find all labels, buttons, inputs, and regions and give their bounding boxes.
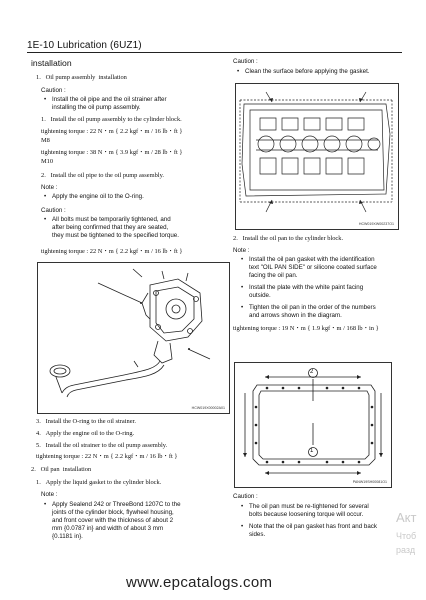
- cylinder-block-illustration: [236, 84, 398, 229]
- note-3-line: text "OIL PAN SIDE" or silicone coated surface: [249, 264, 377, 271]
- substep-1-5: 5. Install the oil strainer to the oil pump assembly.: [36, 442, 168, 449]
- caution-2-line: they must be tightened to the specified torque.: [52, 232, 179, 239]
- note-3-item-3: [241, 304, 409, 320]
- note-3-line: and arrows shown in the diagram.: [249, 312, 342, 319]
- note-2-line: mm {0.0787 in} and width of about 3 mm: [52, 525, 164, 532]
- torque-spec-5: tightening torque : 19 N・m { 1.9 kgf・m / 168 lb・in }: [233, 325, 379, 332]
- oil-pan-sequence-diagram: [235, 363, 391, 487]
- bullet-mark: •: [44, 96, 47, 103]
- header-rule: [27, 52, 402, 53]
- substep-1-2: 2. Install the oil pipe to the oil pump assembly.: [41, 172, 164, 179]
- note-3-line: facing the oil pan.: [249, 272, 298, 279]
- note-2-line: Apply Sealend 242 or ThreeBond 1207C to the: [52, 501, 181, 508]
- caution-4-line: The oil pan must be re-tightened for several: [249, 503, 369, 510]
- step-1-heading: 1. Oil pump assembly installation: [36, 74, 127, 81]
- note-2-line: and front cover with the thickness of about 2: [52, 517, 174, 524]
- step-2-heading: 2. Oil pan installation: [31, 466, 92, 473]
- section-title: installation: [31, 58, 72, 68]
- note-2-item: [44, 501, 222, 541]
- caution-3-item: [237, 68, 405, 76]
- caution-label-4: Caution :: [233, 493, 258, 500]
- note-1-line: Apply the engine oil to the O-ring.: [52, 193, 144, 200]
- caution-2-item: [44, 216, 227, 240]
- bullet-mark: •: [241, 523, 244, 530]
- substep-1-3: 3. Install the O-ring to the oil strainer.: [36, 418, 136, 425]
- header-title: Lubrication (6UZ1): [57, 40, 142, 51]
- bullet-mark: •: [241, 256, 244, 263]
- sequence-label-2: 2: [310, 369, 314, 375]
- substep-2-2: 2. Install the oil pan to the cylinder block.: [233, 235, 344, 242]
- note-3-line: Install the plate with the white paint facing: [249, 284, 364, 291]
- note-1-item: [44, 193, 222, 201]
- substep-2-1: 1. Apply the liquid gasket to the cylinder block.: [36, 479, 162, 486]
- torque-spec-3: tightening torque : 22 N・m { 2.2 kgf・m / 16 lb・ft }: [41, 248, 183, 255]
- footer-url: www.epcatalogs.com: [126, 574, 273, 591]
- header-section-number: 1E-10: [27, 40, 55, 51]
- bolt-size-m10: M10: [41, 158, 54, 165]
- caution-1-line: Install the oil pipe and the oil strainer after: [52, 96, 167, 103]
- caution-4-line: Note that the oil pan gasket has front and back: [249, 523, 377, 530]
- note-label-1: Note :: [41, 184, 58, 191]
- caution-label-2: Caution :: [41, 207, 66, 214]
- bullet-mark: •: [44, 501, 47, 508]
- note-2-line: joints of the cylinder block, flywheel housing,: [52, 509, 174, 516]
- watermark-line-1: Акт: [396, 510, 417, 525]
- figure-oil-pan-sequence: [234, 362, 392, 488]
- caution-label-3: Caution :: [233, 58, 258, 65]
- sequence-label-1: 1: [310, 448, 314, 454]
- caution-2-line: after being confirmed that they are seated,: [52, 224, 169, 231]
- bullet-mark: •: [237, 68, 240, 75]
- page-header: [27, 40, 142, 51]
- note-label-3: Note :: [233, 247, 250, 254]
- figure-1-caption: HCW019X00002A01: [191, 406, 225, 410]
- torque-spec-4: tightening torque : 22 N・m { 2.2 kgf・m / 16 lb・ft }: [36, 453, 178, 460]
- caution-label-1: Caution :: [41, 87, 66, 94]
- note-3-line: Install the oil pan gasket with the identification: [249, 256, 375, 263]
- caution-1-line: installing the oil pump assembly.: [52, 104, 141, 111]
- caution-3-line: Clean the surface before applying the gasket.: [245, 68, 370, 75]
- watermark-line-3: разд: [396, 545, 416, 555]
- figure-cylinder-block: [235, 83, 399, 230]
- caution-1-item: [44, 96, 222, 112]
- watermark-line-2: Чтоб: [396, 531, 417, 541]
- oil-pump-pipe-illustration: [38, 263, 229, 413]
- note-3-item-1: [241, 256, 409, 280]
- figure-2-caption: HCW019XW00237O1: [358, 222, 394, 226]
- figure-3-caption: PANW19SH00081O1: [352, 480, 387, 484]
- caution-4-line: sides.: [249, 531, 266, 538]
- figure-oil-pump-pipe: [37, 262, 230, 414]
- caution-4-line: bolts because loosening torque will occur.: [249, 511, 364, 518]
- bullet-mark: •: [241, 503, 244, 510]
- caution-2-line: All bolts must be temporarily tightened, and: [52, 216, 171, 223]
- caution-4-item-2: [241, 523, 399, 539]
- note-3-line: outside.: [249, 292, 271, 299]
- bullet-mark: •: [44, 216, 47, 223]
- substep-1-1: 1. Install the oil pump assembly to the cylinder block.: [41, 116, 182, 123]
- note-3-item-2: [241, 284, 409, 300]
- bullet-mark: •: [241, 284, 244, 291]
- note-2-line: {0.1181 in}.: [52, 533, 83, 540]
- substep-1-4: 4. Apply the engine oil to the O-ring.: [36, 430, 135, 437]
- bullet-mark: •: [241, 304, 244, 311]
- note-label-2: Note :: [41, 491, 58, 498]
- torque-spec-2: tightening torque : 38 N・m { 3.9 kgf・m / 28 lb・ft }: [41, 149, 183, 156]
- note-3-line: Tighten the oil pan in the order of the numbers: [249, 304, 376, 311]
- caution-4-item-1: [241, 503, 399, 519]
- bolt-size-m8: M8: [41, 137, 50, 144]
- bullet-mark: •: [44, 193, 47, 200]
- torque-spec-1: tightening torque : 22 N・m { 2.2 kgf・m / 16 lb・ft }: [41, 128, 183, 135]
